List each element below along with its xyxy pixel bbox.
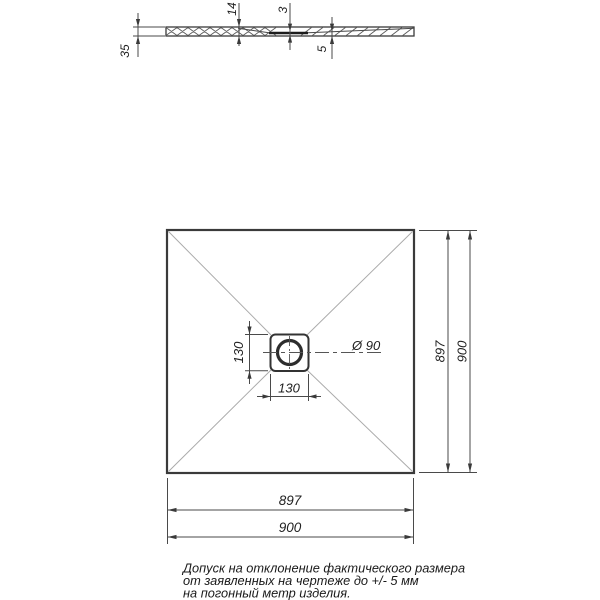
dim-total-height — [118, 13, 165, 58]
dim-label-3: 3 — [276, 6, 290, 14]
note-line-1: Допуск на отклонение фактического размера — [183, 560, 466, 576]
dim-label-900-right: 900 — [454, 340, 470, 363]
floor-slope-lines — [238, 28, 414, 33]
dim-label-897-bottom: 897 — [278, 493, 302, 508]
dim-drain-130-horizontal — [257, 374, 321, 401]
dim-label-900-bottom: 900 — [278, 520, 302, 535]
plan-view — [167, 230, 477, 544]
dim-label-14: 14 — [225, 2, 239, 16]
dim-label-drain-diameter: Ø 90 — [352, 338, 381, 353]
dim-label-5: 5 — [315, 45, 329, 53]
section-view — [118, 2, 414, 59]
dim-label-35: 35 — [118, 44, 132, 58]
tolerance-note — [181, 561, 465, 600]
dim-depth-slope — [225, 2, 241, 46]
dim-label-897-right: 897 — [432, 340, 448, 363]
dim-right-side — [419, 231, 477, 473]
dim-label-130-vertical: 130 — [231, 341, 246, 364]
dim-bottom-side — [168, 478, 414, 544]
note-line-2: от заявленных на чертеже до +/- 5 мм — [183, 573, 419, 588]
note-line-3: на погонный метр изделия. — [183, 585, 351, 600]
dim-label-130-horizontal: 130 — [278, 380, 300, 396]
dim-drain-130-vertical — [231, 321, 268, 384]
dim-depth-edge — [315, 17, 334, 59]
